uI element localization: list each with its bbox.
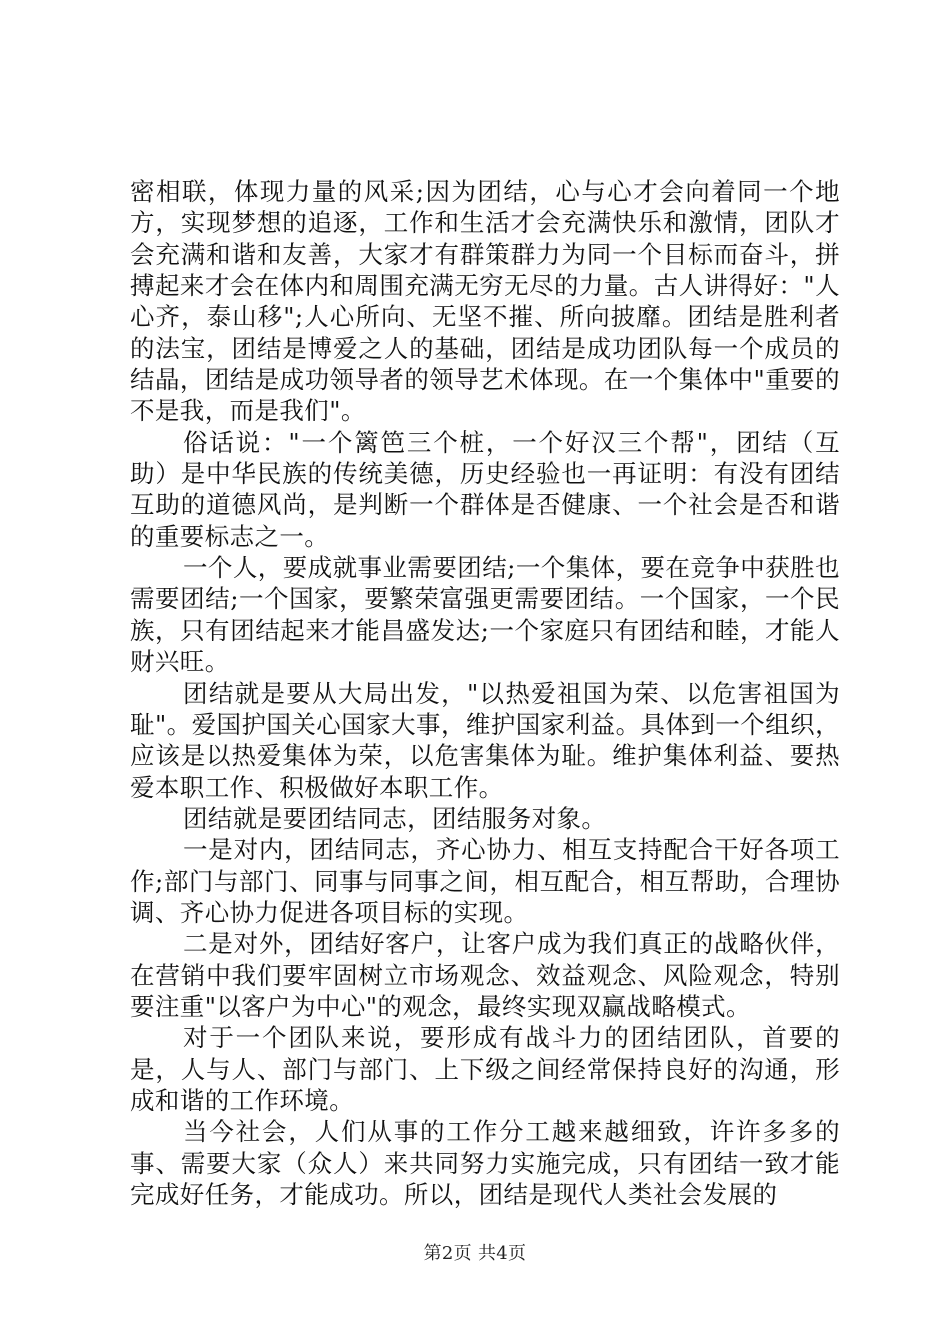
paragraph-2: 俗话说："一个篱笆三个桩，一个好汉三个帮"，团结（互助）是中华民族的传统美德，历史经验也一再证明：有没有团结互助的道德风尚，是判断一个群体是否健康、一个社会是否和谐的重要标志之一。: [130, 427, 840, 551]
paragraph-3: 一个人，要成就事业需要团结;一个集体，要在竞争中获胜也需要团结;一个国家，要繁荣富强更需要团结。一个国家，一个民族，只有团结起来才能昌盛发达;一个家庭只有团结和睦，才能人财兴旺。: [130, 553, 840, 677]
page-number-footer: 第2页 共4页: [423, 1243, 527, 1264]
document-body: [130, 176, 840, 1210]
paragraph-6: 一是对内，团结同志，齐心协力、相互支持配合干好各项工作;部门与部门、同事与同事之间，相互配合，相互帮助，合理协调、齐心协力促进各项目标的实现。: [130, 835, 840, 927]
paragraph-4: 团结就是要从大局出发，"以热爱祖国为荣、以危害祖国为耻"。爱国护国关心国家大事，维护国家利益。具体到一个组织，应该是以热爱集体为荣，以危害集体为耻。维护集体利益、要热爱本职工作、积极做好本职工作。: [130, 678, 840, 802]
paragraph-5: 团结就是要团结同志，团结服务对象。: [183, 803, 607, 833]
paragraph-8: 对于一个团队来说，要形成有战斗力的团结团队，首要的是，人与人、部门与部门、上下级之间经常保持良好的沟通，形成和谐的工作环境。: [130, 1023, 840, 1115]
paragraph-7: 二是对外，团结好客户，让客户成为我们真正的战略伙伴，在营销中我们要牢固树立市场观念、效益观念、风险观念，特别要注重"以客户为中心"的观念，最终实现双赢战略模式。: [130, 929, 840, 1021]
paragraph-9: 当今社会，人们从事的工作分工越来越细致，许许多多的事、需要大家（众人）来共同努力实施完成，只有团结一致才能完成好任务，才能成功。所以，团结是现代人类社会发展的: [130, 1117, 840, 1209]
paragraph-1: 密相联，体现力量的风采;因为团结，心与心才会向着同一个地方，实现梦想的追逐，工作和生活才会充满快乐和激情，团队才会充满和谐和友善，大家才有群策群力为同一个目标而奋斗，拼搏起来才会在体内和周围充满无穷无尽的力量。古人讲得好："人心齐，泰山移";人心所向、无坚不摧、所向披靡。团结是胜利者的法宝，团结是博爱之人的基础，团结是成功团队每一个成员的结晶，团结是成功领导者的领导艺术体现。在一个集体中"重要的不是我，而是我们"。: [130, 177, 840, 426]
